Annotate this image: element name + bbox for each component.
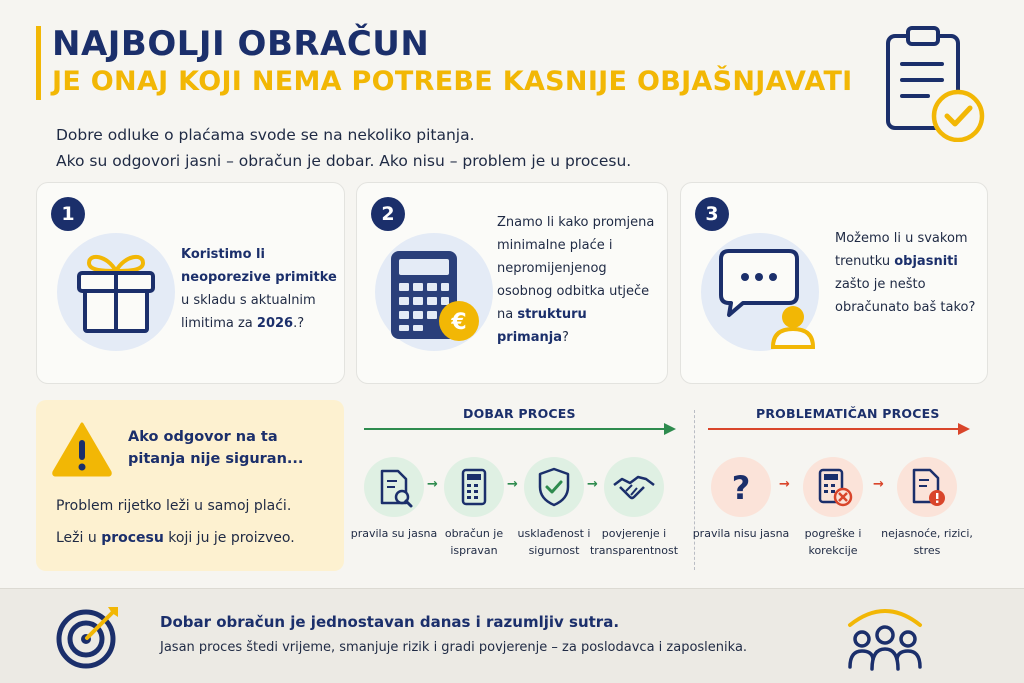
handshake-icon [604, 457, 664, 517]
card-1-text-rest: u skladu s aktualnim limitima za [181, 293, 316, 331]
calculator-error-icon [803, 457, 863, 517]
bad-step-1-label: pravila nisu jasna [692, 527, 790, 540]
card-1-year: 2026 [256, 316, 294, 331]
warning-text-2-end: koji ju je proizveo. [163, 530, 295, 546]
card-2-text-end: ? [561, 330, 569, 345]
card-3-text-end: zašto je nešto obračunato baš tako? [835, 277, 976, 315]
intro-text [56, 122, 631, 174]
arrow-right-icon: → [779, 477, 790, 492]
team-icon [842, 601, 928, 675]
document-warning-icon [897, 457, 957, 517]
arrow-right-icon: → [587, 477, 598, 492]
gift-icon [67, 247, 165, 339]
good-step-4-label: povjerenje i transparentnost [589, 527, 679, 557]
warning-text-2-start: Leži u [56, 530, 102, 546]
card-3-text-start: Možemo li u svakom trenutku [835, 231, 968, 269]
warning-text-1: Problem rijetko leži u samoj plaći. [56, 498, 292, 514]
target-icon [54, 601, 124, 671]
step-number-badge: 3 [695, 197, 729, 231]
footer-title: Dobar obračun je jednostavan danas i razumljiv sutra. [160, 613, 620, 631]
arrow-right-icon: → [507, 477, 518, 492]
warning-box [36, 400, 344, 571]
chat-person-icon [711, 243, 821, 353]
document-search-icon [364, 457, 424, 517]
bad-step-3-label: nejasnoće, rizici, stres [881, 527, 973, 557]
good-step-1-label: pravila su jasna [350, 527, 438, 540]
card-2-text-bold: strukturu primanja [497, 307, 587, 345]
card-2-text-start: Znamo li kako promjena minimalne plaće i nepromijenjenog osobnog odbitka utječe na [497, 215, 655, 322]
good-process-arrow [364, 422, 676, 436]
bad-step-1 [711, 457, 771, 517]
step-number-badge: 2 [371, 197, 405, 231]
card-1-text-bold: Koristimo li neoporezive primitke [181, 247, 337, 285]
process-divider [694, 410, 695, 570]
bad-step-2-label: pogreške i korekcije [804, 527, 862, 557]
footer [0, 588, 1024, 683]
card-1-text [181, 243, 341, 335]
card-3-text [835, 227, 983, 319]
arrow-right-icon: → [427, 477, 438, 492]
bad-step-3 [897, 457, 957, 517]
good-step-1 [364, 457, 424, 517]
calculator-euro-icon [383, 243, 493, 353]
question-icon [711, 457, 771, 517]
page-title: NAJBOLJI OBRAČUN [52, 24, 430, 64]
intro-line-2: Ako su odgovori jasni – obračun je dobar. Ako nisu – problem je u procesu. [56, 152, 632, 170]
card-3-text-bold: objasniti [894, 254, 958, 269]
good-step-2 [444, 457, 504, 517]
svg-text:€: € [451, 310, 467, 335]
card-2-text [497, 211, 657, 349]
bad-step-2 [803, 457, 863, 517]
warning-text-2 [56, 530, 295, 546]
page-subtitle: JE ONAJ KOJI NEMA POTREBE KASNIJE OBJAŠNJAVATI [52, 66, 853, 97]
warning-title: Ako odgovor na ta pitanja nije siguran... [128, 429, 304, 467]
question-card-1 [36, 182, 345, 384]
footer-subtitle: Jasan proces štedi vrijeme, smanjuje rizik i gradi povjerenje – za poslodavca i zaposlenika. [160, 640, 748, 655]
card-1-text-end: .? [293, 316, 305, 331]
good-process-title: DOBAR PROCES [463, 406, 576, 421]
step-number-badge: 1 [51, 197, 85, 231]
title-accent-bar [36, 26, 41, 100]
question-card-3 [680, 182, 988, 384]
good-step-4 [604, 457, 664, 517]
bad-process-title: PROBLEMATIČAN PROCES [756, 406, 940, 421]
good-step-2-label: obračun je ispravan [444, 527, 504, 557]
shield-check-icon [524, 457, 584, 517]
arrow-right-icon: → [873, 477, 884, 492]
intro-line-1: Dobre odluke o plaćama svode se na nekoliko pitanja. [56, 126, 475, 144]
svg-text:?: ? [731, 469, 751, 507]
good-step-3 [524, 457, 584, 517]
clipboard-check-icon [880, 22, 990, 142]
question-card-2 [356, 182, 668, 384]
good-step-3-label: usklađenost i sigurnost [517, 527, 591, 557]
warning-text-2-bold: procesu [101, 530, 164, 546]
bad-process-arrow [708, 422, 970, 436]
warning-triangle-icon [50, 420, 114, 478]
calculator-icon [444, 457, 504, 517]
